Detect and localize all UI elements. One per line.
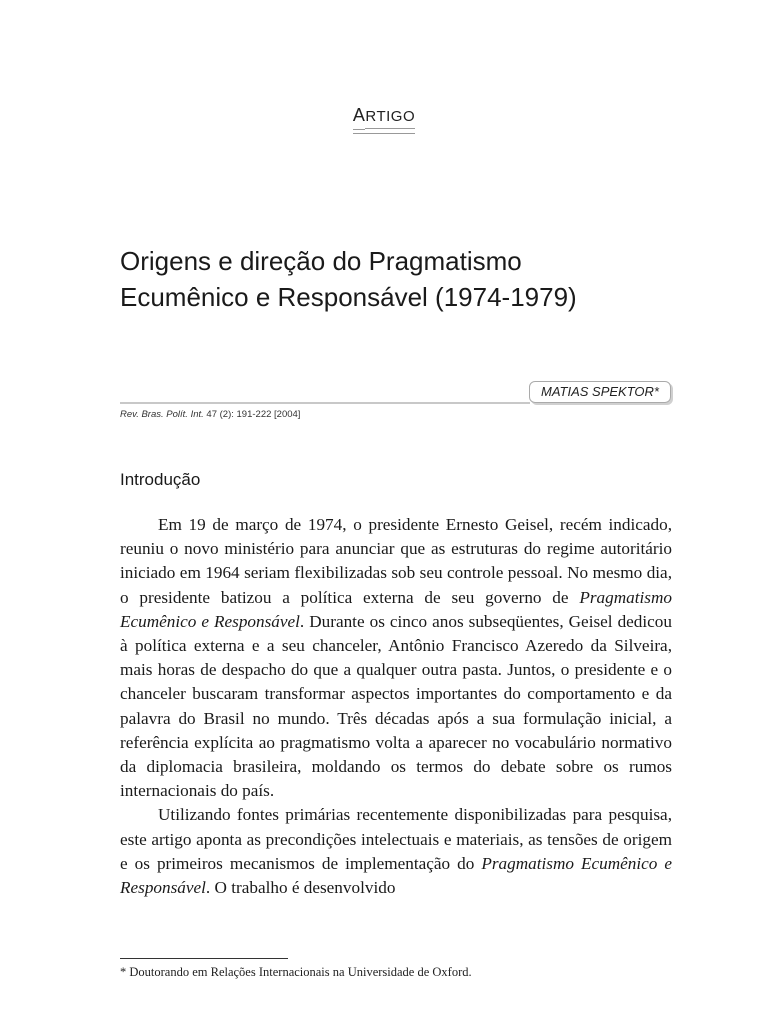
citation xyxy=(120,409,300,420)
paragraph-1-part1: Em 19 de março de 1974, o presidente Ernesto Geisel, recém indicado, reuniu o novo ministério para anunciar que as estruturas do regime autoritário iniciado em 1964 seriam flexibilizadas sob seu controle pessoal. No mesmo dia, o presidente batizou a política externa de seu governo de xyxy=(120,515,672,607)
article-title-line2: Ecumênico e Responsável (1974-1979) xyxy=(120,282,577,312)
article-title xyxy=(120,243,680,315)
section-heading: Introdução xyxy=(120,470,201,489)
paragraph-2-part2: . O trabalho é desenvolvido xyxy=(205,878,396,898)
footnote-divider xyxy=(120,958,288,959)
article-title-line1: Origens e direção do Pragmatismo xyxy=(120,246,522,276)
section-label-initial: A xyxy=(353,105,366,130)
author-name: MATIAS SPEKTOR* xyxy=(529,381,671,403)
paragraph-2-part1: Utilizando fontes primárias recentemente disponibilizadas para pesquisa, este artigo aponta as precondições intelectuais e materiais, as tensões de origem e os primeiros mecanismos de implementação do xyxy=(120,805,672,873)
body-text xyxy=(120,513,672,900)
paragraph-2-italic: Pragmatismo Ecumênico e Responsável xyxy=(120,853,672,898)
paragraph-2 xyxy=(120,803,672,900)
section-label xyxy=(0,105,768,134)
paragraph-1-italic: Pragmatismo Ecumênico e Responsável xyxy=(120,587,672,631)
citation-journal: Rev. Bras. Polít. Int. xyxy=(120,409,204,420)
citation-ref: 47 (2): 191-222 [2004] xyxy=(203,409,301,420)
paragraph-1 xyxy=(120,513,672,803)
footnote: * Doutorando em Relações Internacionais na Universidade de Oxford. xyxy=(120,965,472,979)
section-label-text xyxy=(353,105,415,134)
paragraph-1-part2: . Durante os cinco anos subseqüentes, Geisel dedicou à política externa e a seu chanceler, Antônio Francisco Azeredo da Silveira, mais horas de despacho do que a qualquer outra pasta. Juntos, o presidente e o chanceler buscaram transformar aspectos importantes do comportamento e da palavra do Brasil no mundo. Três décadas após a sua formulação inicial, a referência explícita ao pragmatismo volta a aparecer no vocabulário normativo da diplomacia brasileira, moldando os termos do debate sobre os rumos internacionais do país. xyxy=(120,611,672,801)
author-divider xyxy=(120,402,530,404)
section-label-rest: RTIGO xyxy=(365,108,415,129)
